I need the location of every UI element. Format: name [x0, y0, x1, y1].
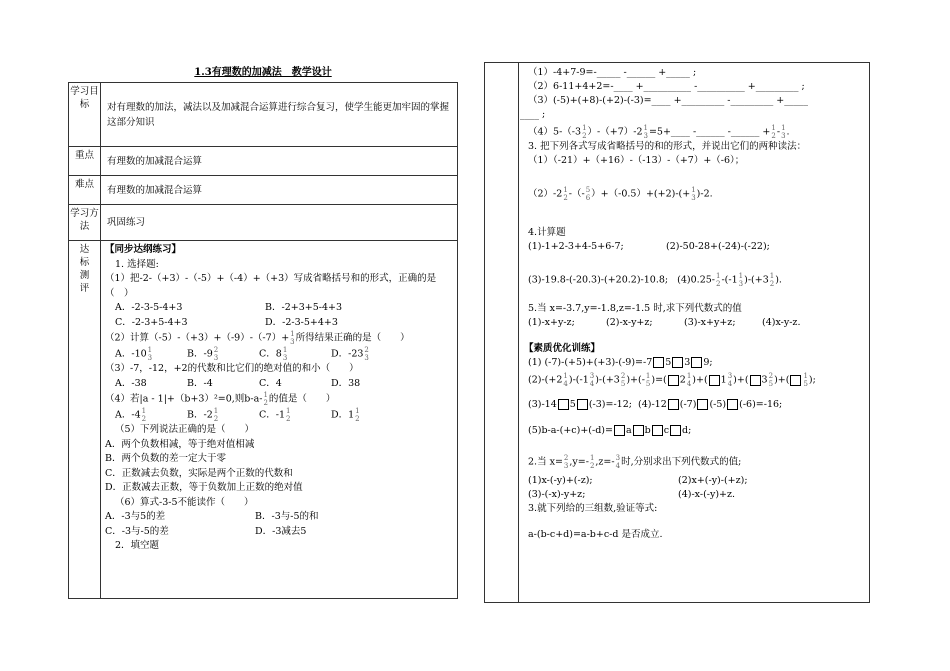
q6-opt-d: D．-3减去5: [255, 525, 307, 537]
q3-opt-c: C．4: [259, 377, 282, 389]
q2-opt-d: D．-23 2 3: [331, 346, 369, 362]
fill-2: （2）6-11+4+2=-____ +__________ -__________ +_________ ;: [528, 81, 805, 92]
row-text-goal: 对有理数的加法，减法以及加减混合运算进行综合复习，使学生能更加牢固的掌握这部分知识: [101, 83, 458, 147]
right-label-column: [485, 63, 519, 602]
row-text-method: 巩固练习: [101, 205, 458, 241]
q3-opt-a: A．-38: [115, 377, 147, 389]
q5-title: 5.当 x=-3.7,y=-1.8,z=-1.5 时,求下列代数式的值: [528, 303, 742, 314]
q3-text: （3）-7，-12，+2的代数和比它们的绝对值的和小（ ）: [105, 363, 359, 374]
q3-opt-b: B．-4: [187, 377, 213, 389]
q6-opt-c: C．-3与-5的差: [105, 525, 169, 537]
q3-title: 3. 把下列各式写成省略括号的和的形式，并说出它们的两种读法：: [528, 141, 807, 152]
q3-item-1: （1）（-21）+（+16）-（-13）-（+7）+（-6）；: [528, 155, 745, 166]
s1-equation: (1) (-7)-(+5)+(+3)-(-9)=-7 5 3 9;: [528, 357, 713, 368]
blank-box[interactable]: [558, 399, 569, 410]
t3-body: a-(b-c+d)=a-b+c-d 是否成立.: [528, 529, 663, 540]
q5-opt-b: B．两个负数的差一定大于零: [105, 453, 226, 464]
q4-opt-d: D．1 1 2: [331, 407, 360, 423]
row-label-key: 重点: [69, 147, 101, 176]
q4-row-2: (3)-19.8-(-20.3)-(+20.2)-10.8; (4)0.25- 1 2 -(-1 1 3 )-(+3 1 2 ).: [528, 272, 782, 288]
q2-text: （2）计算（-5）-（+3）+（-9）-（-7）+ 1 3 所得结果正确的是（ ）: [105, 330, 410, 346]
q1-opt-b: B．-2+3+5-4+3: [265, 302, 343, 313]
t2-title: 2.当 x= 2 3 ,y=- 1 2 ,z=- 3 4 时,分别求出下列代数式的值;: [528, 454, 742, 470]
blank-box[interactable]: [670, 425, 681, 436]
q1-opt-d: D．-2-3-5+4+3: [265, 316, 338, 328]
q5-text: （5）下列说法正确的是（ ）: [115, 424, 255, 435]
q4-opt-c: C．-1 1 2: [259, 407, 291, 423]
row-label-difficulty: 难点: [69, 176, 101, 205]
q5-opt-d: D．正数减去正数，等于负数加上正数的绝对值: [105, 482, 303, 493]
s3-s4-equations: (3)-14 5 (-3)=-12; (4)-12 (-7) (-5) (-6)=-16;: [528, 399, 783, 410]
s5-equation: (5)b-a-(+c)+(-d)= a b c d;: [528, 425, 692, 436]
blank-box[interactable]: [790, 375, 801, 386]
fill-3a: （3）(-5)+(+8)-(+2)-(-3)=____ +_________ -_________ +_____: [528, 95, 808, 106]
q6-opt-b: B．-3与-5的和: [255, 511, 319, 522]
blank-box[interactable]: [697, 399, 708, 410]
q5-opt-a: A．两个负数相减，等于绝对值相减: [105, 438, 255, 450]
q1-opt-a: A．-2-3-5-4+3: [115, 302, 183, 313]
q4-text: （4）若|a - 1|+（b+3）²=0,则b-a- 1 2 的值是（ ）: [105, 391, 336, 407]
row-label-test: 达标测评: [69, 241, 101, 599]
blank-box[interactable]: [750, 375, 761, 386]
right-content: [520, 66, 866, 542]
q4-opt-b: B．-2 1 2: [187, 407, 219, 423]
q5-options: (1)-x+y-z; (2)-x-y+z; (3)-x+y+z; (4)x-y-z.: [528, 317, 801, 328]
section-sync-practice: 【同步达纲练习】: [105, 244, 182, 255]
q4-row-1: (1)-1+2-3+4-5+6-7; (2)-50-28+(-24)-(-22);: [528, 241, 770, 252]
q4-title: 4.计算题: [528, 227, 566, 238]
q2-opt-a: A．-10 1 3: [115, 346, 153, 362]
q3-opt-d: D．38: [331, 377, 361, 389]
q5-opt-c: C．正数减去负数，实际是两个正数的代数和: [105, 467, 293, 479]
t2-row-2: (3)-(-x)-y+z; (4)-x-(-y)+z.: [528, 489, 736, 500]
blank-box[interactable]: [672, 357, 683, 368]
fill-3b: ____ ;: [520, 109, 546, 120]
blank-box[interactable]: [668, 399, 679, 410]
q2-opt-c: C．8 1 3: [259, 346, 288, 362]
t2-row-1: (1)x-(-y)+(-z); (2)x+(-y)-(+z);: [528, 475, 748, 486]
blank-box[interactable]: [727, 399, 738, 410]
blank-box[interactable]: [668, 375, 679, 386]
blank-box[interactable]: [614, 425, 625, 436]
q4-opt-a: A．-4 1 2: [115, 407, 147, 423]
q6-text: （6）算式-3-5不能读作（ ）: [115, 496, 254, 508]
q2-opt-b: B．-9 2 3: [187, 346, 219, 362]
document-title: 1.3有理数的加减法 教学设计: [194, 67, 332, 78]
fill-4: （4）5-（-3 1 2 ）-（+7）-2 1 3 =5+____ -______ -______ + 1 2 - 1 3 .: [528, 124, 790, 140]
exercise-cell: [101, 241, 458, 599]
q1-text: （1）把-2-（+3）-（-5）+（-4）+（+3）写成省略括号和的形式，正确的是（ ）: [105, 273, 437, 299]
q1-header: 1. 选择题:: [115, 258, 159, 270]
lesson-table: [68, 82, 458, 599]
row-text-key: 有理数的加减混合运算: [101, 147, 458, 176]
blank-box[interactable]: [653, 357, 664, 368]
blank-box[interactable]: [652, 425, 663, 436]
blank-box[interactable]: [633, 425, 644, 436]
blank-box[interactable]: [709, 375, 720, 386]
s2-equation: (2)-(+2 1 4 )-(-1 3 4 )-(+3 2 5 )+(- 1 5 )=( 2 1 4 )+( 1 3 4 )+( 3 2 5 )+( 1 5 );: [528, 372, 816, 388]
row-text-difficulty: 有理数的加减混合运算: [101, 176, 458, 205]
blank-box[interactable]: [577, 399, 588, 410]
q6-opt-a: A．-3与5的差: [105, 511, 166, 522]
row-label-goal: 学习目标: [69, 83, 101, 147]
fill-1: （1）-4+7-9=-_____ -______ +_____ ;: [528, 67, 697, 78]
q1-opt-c: C．-2-3+5-4+3: [115, 316, 188, 328]
fill-blank-header: 2．填空题: [115, 540, 160, 551]
section-quality-training: 【素质优化训练】: [524, 343, 601, 354]
t3-title: 3.就下列给的三组数,验证等式:: [528, 503, 658, 514]
row-label-method: 学习方法: [69, 205, 101, 241]
blank-box[interactable]: [691, 357, 702, 368]
q3-item-2: （2）-2 1 2 -（- 5 6 ）+（-0.5）+(+2)-(+ 1 3 )-2.: [528, 186, 713, 202]
right-table: [484, 62, 870, 603]
